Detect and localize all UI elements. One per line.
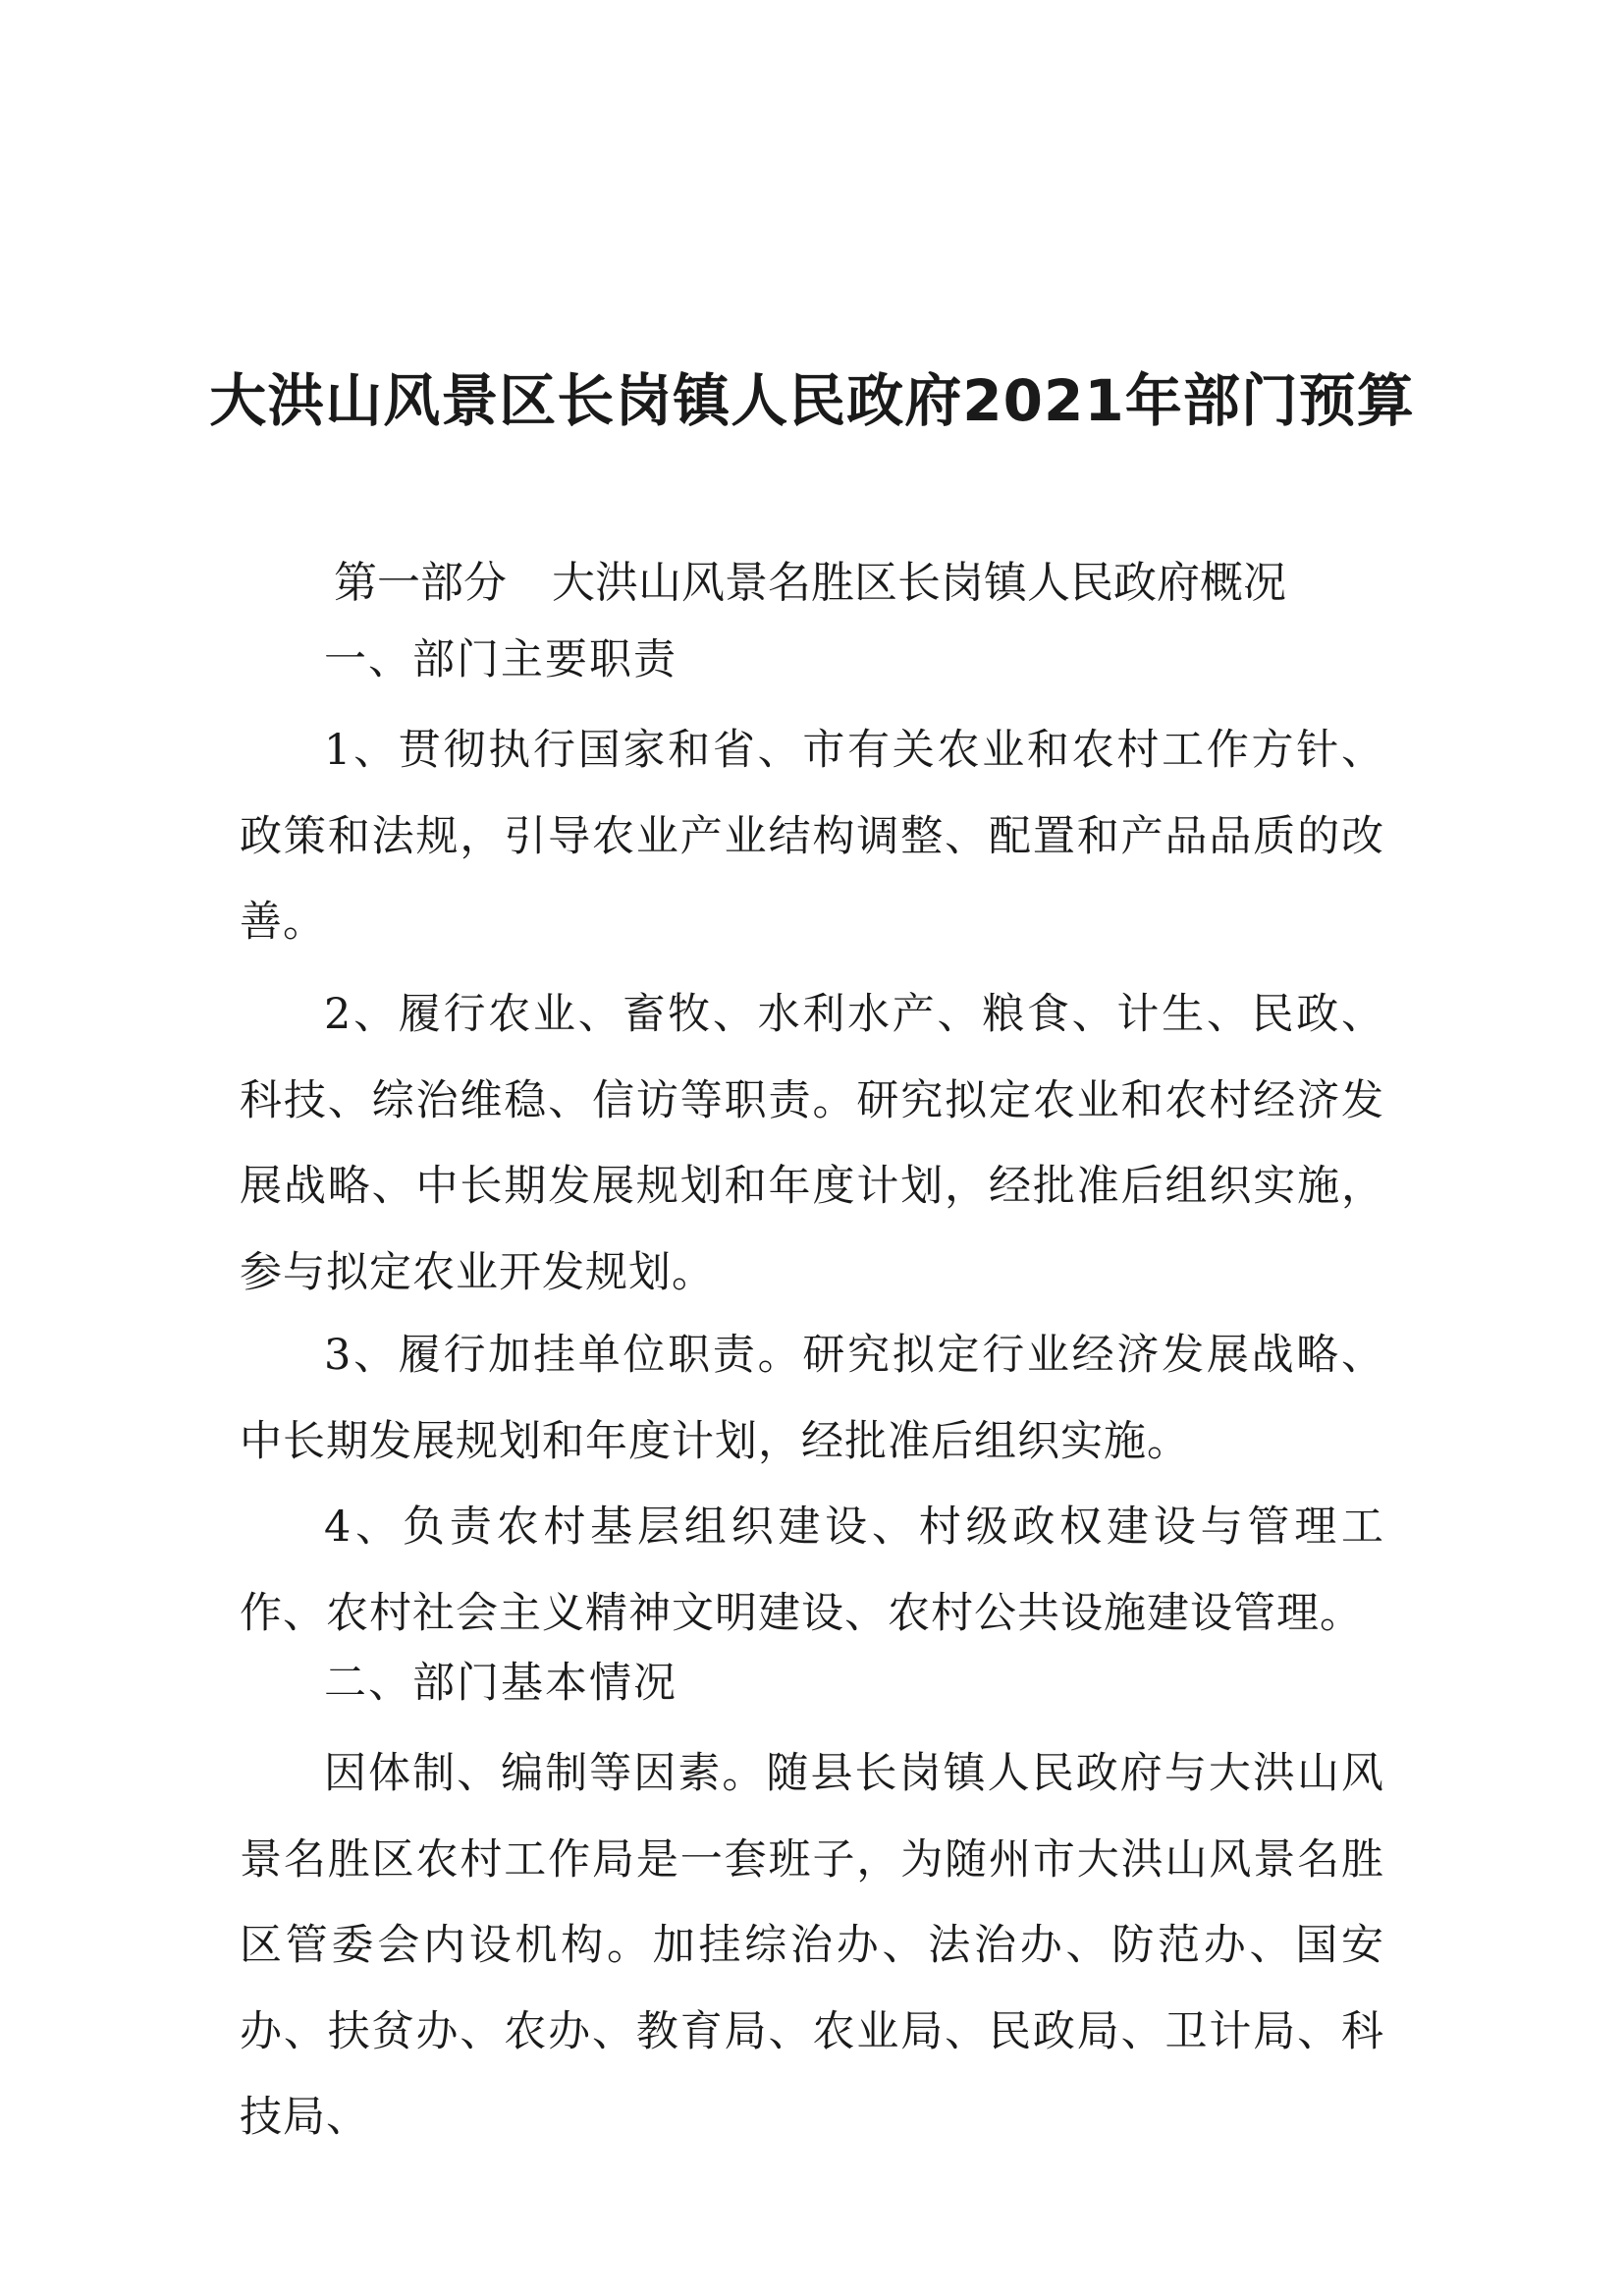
duty-item-2: 2、履行农业、畜牧、水利水产、粮食、计生、民政、科技、综治维稳、信访等职责。研究拟定农业和农村经济发展战略、中长期发展规划和年度计划，经批准后组织实施，参与拟定农业开发规划。 bbox=[240, 990, 1384, 1297]
part-heading bbox=[334, 552, 1286, 615]
basic-info-paragraph: 因体制、编制等因素。随县长岗镇人民政府与大洪山风景名胜区农村工作局是一套班子，为随州市大洪山风景名胜区管委会内设机构。加挂综治办、法治办、防范办、国安办、扶贫办、农办、教育局、农业局、民政局、卫计局、科技局、 bbox=[240, 1749, 1384, 2142]
part-name: 大洪山风景名胜区长岗镇人民政府概况 bbox=[552, 558, 1286, 608]
section-heading-duties: 一、部门主要职责 bbox=[324, 635, 677, 684]
document-title: 大洪山风景区长岗镇人民政府2021年部门预算 bbox=[209, 367, 1415, 434]
section-heading-basic-info: 二、部门基本情况 bbox=[324, 1659, 677, 1708]
part-label: 第一部分 bbox=[334, 558, 507, 608]
duty-item-4: 4、负责农村基层组织建设、村级政权建设与管理工作、农村社会主义精神文明建设、农村公共设施建设管理。 bbox=[240, 1503, 1384, 1638]
duty-item-3: 3、履行加挂单位职责。研究拟定行业经济发展战略、中长期发展规划和年度计划，经批准后组织实施。 bbox=[240, 1331, 1384, 1466]
duty-item-1: 1、贯彻执行国家和省、市有关农业和农村工作方针、政策和法规，引导农业产业结构调整、配置和产品品质的改善。 bbox=[240, 726, 1384, 947]
